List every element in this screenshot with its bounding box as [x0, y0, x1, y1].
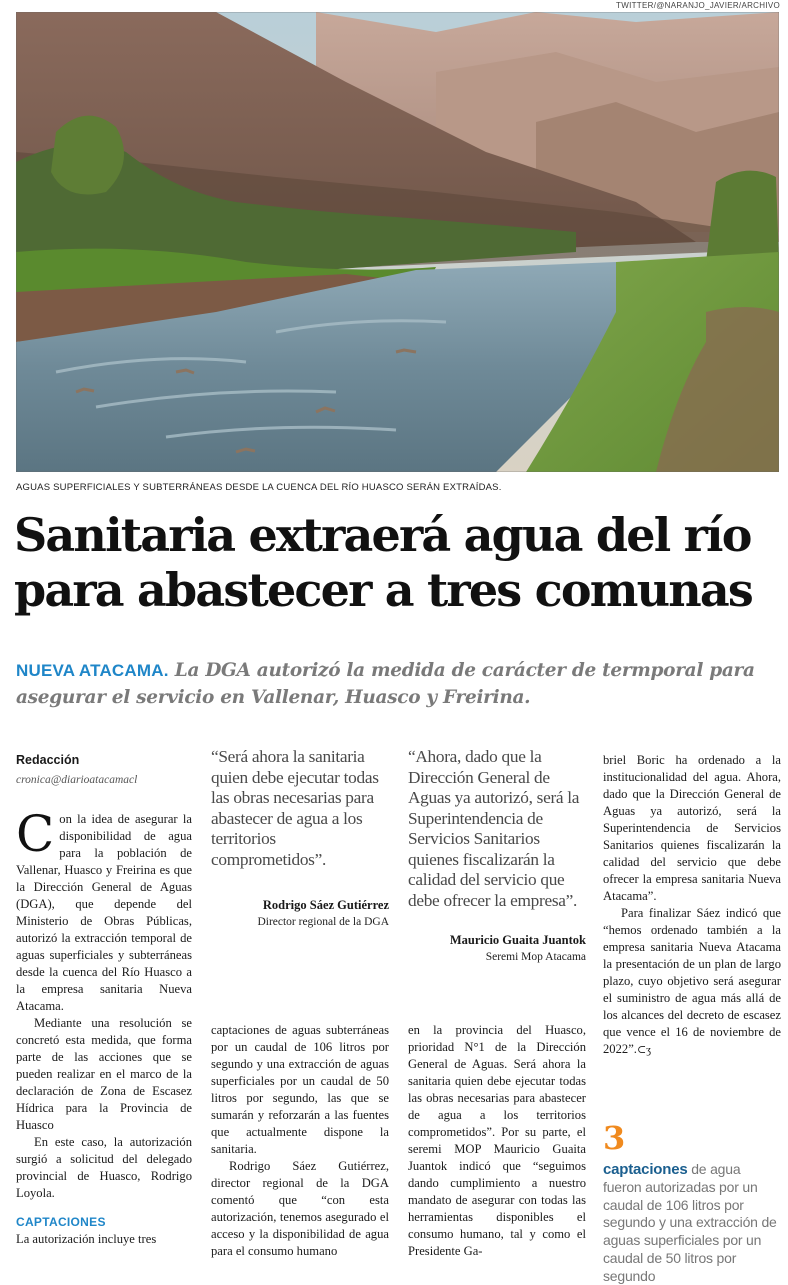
photo-credit: TWITTER/@NARANJO_JAVIER/ARCHIVO [616, 1, 780, 10]
article-column-3 [408, 1022, 586, 1260]
section-heading-captaciones: CAPTACIONES [16, 1215, 106, 1229]
pull-quote-2-name: Mauricio Guaita Juantok [449, 933, 586, 947]
article-column-2 [211, 1022, 389, 1260]
stat-description [603, 1161, 781, 1285]
byline-author: Redacción [16, 753, 80, 767]
column-1-paragraph-2: Mediante una resolución se concretó esta medida, que forma parte de las acciones que se pueden realizar en el marco de la declaración de Zona de Escasez Hídrica para la Provincia de Huasco [16, 1016, 192, 1132]
column-2-paragraph-1: captaciones de aguas subterráneas por un caudal de 106 litros por segundo y una extracción de aguas superficiales por un caudal de 50 litros por segundo, las que se sumarán y reforzarán a las fuentes que actualmente dispone la sanitaria. [211, 1023, 389, 1156]
article-column-1 [16, 752, 192, 1248]
river-landscape-image [16, 12, 779, 472]
end-of-article-icon: ⊂ʒ [636, 1044, 652, 1056]
photo-caption: AGUAS SUPERFICIALES Y SUBTERRÁNEAS DESDE LA CUENCA DEL RÍO HUASCO SERÁN EXTRAÍDAS. [16, 482, 502, 493]
column-1-paragraph-4: La autorización incluye tres [16, 1232, 157, 1246]
column-4-paragraph-2: Para finalizar Sáez indicó que “hemos ordenado también a la empresa sanitaria Nueva Atacama la presentación de un plan de largo plazo, cuyo objetivo será asegurar el suministro de agua más allá de los alcances del decreto de escasez que vence el 16 de noviembre de 2022”.⊂ʒ [603, 906, 781, 1056]
pull-quote-1-name: Rodrigo Sáez Gutiérrez [262, 898, 389, 912]
column-3-paragraph-1: en la provincia del Huasco, prioridad N°1 de la Dirección General de Aguas. Será ahora la sanitaria quien debe ejecutar todas las obras necesarias para abastecer de agua a los territorios comprometidos”. Por su parte, el seremi MOP Mauricio Guaita Juantok indicó que “seguimos dando cumplimiento a nuestro mandato de asegurar con todas las herramientas disponibles el consumo humano, tal y como el Presidente Ga- [408, 1023, 586, 1258]
article-column-4 [603, 752, 781, 1059]
pull-quote-1-role: Director regional de la DGA [257, 916, 389, 928]
headline [14, 508, 784, 618]
headline-line-1: Sanitaria extraerá agua del río [14, 508, 751, 562]
stat-strong-word: captaciones [603, 1161, 688, 1178]
river-photo [16, 12, 779, 472]
drop-cap: C [16, 805, 55, 863]
stat-text: de agua fueron autorizadas por un caudal de 106 litros por segundo y una extracción de aguas superficiales por un caudal de 50 litros por segundo [603, 1161, 777, 1284]
column-1-paragraph-3: En este caso, la autorización surgió a solicitud del delegado provincial de Huasco, Rodrigo Loyola. [16, 1135, 192, 1200]
headline-line-2: para abastecer a tres comunas [14, 563, 752, 617]
column-2-paragraph-2: Rodrigo Sáez Gutiérrez, director regional de la DGA comentó que “con esta autorización, tenemos asegurado el acceso y la disponibilidad de agua para el consumo humano [211, 1159, 389, 1258]
stat-number: 3 [603, 1119, 626, 1157]
pull-quote-2-role: Seremi Mop Atacama [485, 951, 586, 963]
pull-quote-1: “Será ahora la sanitaria quien debe ejecutar todas las obras necesarias para abastecer de agua a los territorios comprometidos”. [211, 747, 379, 869]
lead-text: La DGA autorizó la medida de carácter de termporal para asegurar el servicio en Vallenar, Huasco y Freirina. [16, 660, 755, 708]
column-1-paragraph-1: Con la idea de asegurar la disponibilidad de agua para la población de Vallenar, Huasco y Freirina es que la Dirección General de Aguas (DGA), que depende del Ministerio de Obras Públicas, autorizó la extracción temporal de aguas superficiales y subterráneas desde la cuenca del Río Huasco a la empresa sanitaria Nueva Atacama. [16, 805, 192, 1013]
pull-quote-2: “Ahora, dado que la Dirección General de Aguas ya autorizó, será la Superintendencia de Servicios Sanitarios quienes fiscalizarán la calidad del servicio que debe ofrecer la empresa”. [408, 747, 580, 910]
column-4-paragraph-1: briel Boric ha ordenado a la institucionalidad del agua. Ahora, dado que la Dirección General de Aguas ya autorizó, será la Superintendencia de Servicios Sanitarios quienes fiscalizarán la calidad del servicio que debe ofrecer la empresa sanitaria Nueva Atacama”. [603, 753, 781, 903]
lead-paragraph [16, 657, 778, 711]
byline-email: cronica@diarioatacamacl [16, 774, 138, 786]
lead-kicker: NUEVA ATACAMA. [16, 661, 169, 680]
